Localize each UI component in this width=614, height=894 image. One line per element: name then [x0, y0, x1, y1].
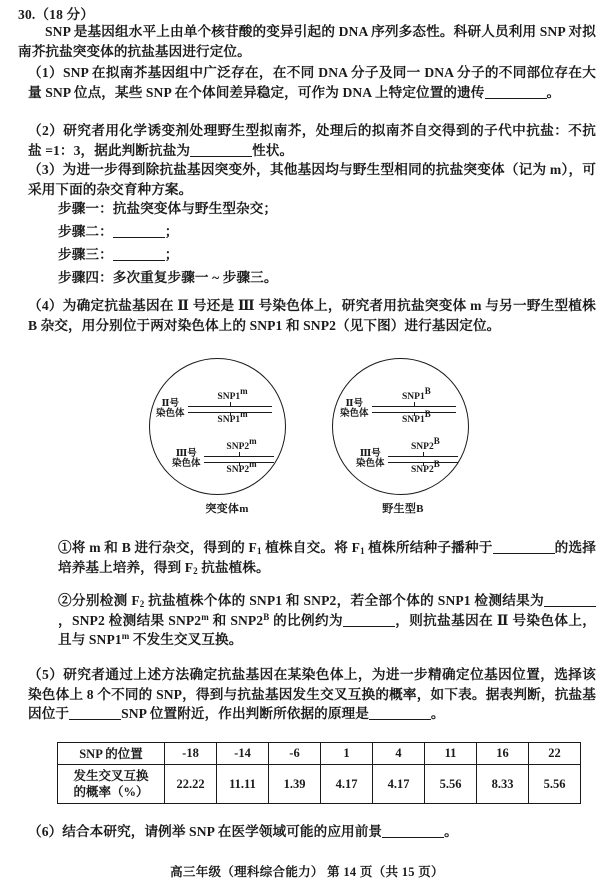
- p4-sub2-f: ，则抗盐基因在 Ⅱ 号染色体上，且与 SNP1: [58, 612, 596, 648]
- wildtype-chrom2-snp-top-text: SNP1: [402, 392, 425, 402]
- step-2-end: ；: [164, 224, 179, 239]
- p4-sub2-sup2: B: [263, 611, 270, 622]
- answer-blank-step2[interactable]: [113, 237, 165, 238]
- wildtype-chrom3-lines: [388, 436, 458, 476]
- wildtype-chrom3-snp-top-sup: B: [433, 436, 440, 446]
- mutant-chrom2-snp-top-text: SNP1: [217, 392, 241, 402]
- table-cell-position: 22: [529, 743, 581, 765]
- part-4-label: （4）: [28, 298, 63, 313]
- table-cell-position: 16: [477, 743, 529, 765]
- step-3-end: ；: [164, 247, 179, 262]
- row-header-probability-line1: 发生交叉互换: [73, 769, 149, 783]
- mutant-chromosome-3: [172, 436, 274, 476]
- answer-blank-5a[interactable]: [69, 719, 121, 720]
- wildtype-chrom3-snp-bottom-text: SNP2: [411, 465, 434, 475]
- question-number: 30.（18 分）: [18, 7, 95, 22]
- wildtype-chrom3-label-line2: 染色体: [356, 459, 385, 469]
- mutant-chrom2-snp-bottom-sup: m: [240, 409, 248, 419]
- p4-sub2-d: 和 SNP2: [208, 612, 264, 628]
- wildtype-cell-group: [318, 358, 488, 526]
- question-intro: SNP 是基因组水平上由单个核苷酸的变异引起的 DNA 序列多态性。科研人员利用 SNP 对拟南芥抗盐突变体的抗盐基因进行定位。: [18, 24, 596, 59]
- table-cell-position: 11: [425, 743, 477, 765]
- table-row-positions: [58, 743, 581, 765]
- mutant-chrom3-label-line1: Ⅲ号: [175, 448, 197, 459]
- table-cell-probability: 5.56: [425, 765, 477, 804]
- table-cell-probability: 4.17: [321, 765, 373, 804]
- wildtype-chrom2-snp-bottom: [402, 409, 431, 425]
- mutant-chrom2-label-line1: Ⅱ号: [161, 398, 180, 409]
- part-2-text-b: 性状。: [252, 142, 294, 158]
- part-2-label: （2）: [28, 123, 64, 138]
- wildtype-chrom2-label-line2: 染色体: [340, 409, 369, 419]
- p4-sub1-d: 的选择培养基上培养，得到 F: [58, 540, 596, 575]
- step-1: 步骤一：抗盐突变体与野生型杂交；: [58, 201, 278, 216]
- part-5-text-c: 。: [430, 706, 445, 722]
- p4-sub2-sub1: 2: [139, 599, 145, 609]
- chromatid-line: [372, 406, 456, 407]
- table-cell-probability: 4.17: [373, 765, 425, 804]
- wildtype-chrom2-snp-top: [402, 386, 431, 402]
- answer-blank-4-1[interactable]: [493, 553, 555, 554]
- page-footer: 高三年级（理科综合能力） 第 14 页（共 15 页）: [170, 865, 444, 879]
- mutant-caption: 突变体m: [205, 503, 249, 515]
- mutant-chrom2-lines: [188, 386, 272, 426]
- p4-sub1-sub1: 1: [256, 546, 262, 556]
- part-1-label: （1）: [28, 65, 63, 80]
- part-1: [28, 63, 596, 102]
- mutant-chrom3-snp-top-text: SNP2: [226, 442, 250, 452]
- part-5-text-a: 研究者通过上述方法确定抗盐基因在某染色体上，为进一步精确定位基因位置，选择该染色体上 8 个不同的 SNP，得到与抗盐基因发生交叉互换的概率，如下表。据表判断，抗盐基因位于: [28, 667, 596, 722]
- row-header-probability-line2: 的概率（%）: [73, 785, 149, 799]
- mutant-chromosome-2: [156, 386, 272, 426]
- mutant-chrom2-snp-top-sup: m: [240, 386, 248, 396]
- part-4-sub-1: [58, 538, 596, 577]
- part-3-label: （3）: [28, 162, 63, 177]
- wildtype-chrom2-lines: [372, 386, 456, 426]
- mutant-chrom3-snp-bottom-text: SNP2: [226, 465, 250, 475]
- part-1-text-a: SNP 在拟南芥基因组中广泛存在，在不同 DNA 分子及同一 DNA 分子的不同部位存在大量 SNP 位点，某些 SNP 在个体间差异稳定，可作为 DNA 上特定位置的遗传: [28, 65, 596, 100]
- mutant-chrom3-lines: [204, 436, 274, 476]
- part-1-text-b: 。: [546, 84, 561, 100]
- part-2: [28, 121, 596, 160]
- table-cell-position: -6: [269, 743, 321, 765]
- wildtype-chrom2-label: [340, 399, 369, 420]
- wildtype-chrom3-snp-top-text: SNP2: [411, 442, 434, 452]
- wildtype-chromosome-2: [340, 386, 456, 426]
- wildtype-chrom2-snp-bottom-text: SNP1: [402, 415, 425, 425]
- mutant-chrom3-snp-bottom-sup: m: [249, 459, 257, 469]
- crossover-probability-table: [57, 742, 581, 804]
- part-6-text-a: 结合本研究，请例举 SNP 在医学领域可能的应用前景: [62, 824, 383, 839]
- p4-sub2-a: ②分别检测 F: [58, 593, 140, 608]
- table-cell-probability: 5.56: [529, 765, 581, 804]
- p4-sub2-b: 抗盐植株个体的 SNP1 和 SNP2，若全部个体的 SNP1 检测结果为: [144, 593, 545, 608]
- row-header-position: SNP 的位置: [58, 743, 165, 765]
- p4-sub2-sup3: m: [121, 631, 130, 642]
- table-cell-position: -18: [165, 743, 217, 765]
- answer-blank-1[interactable]: [485, 98, 547, 99]
- step-4: 步骤四：多次重复步骤一 ~ 步骤三。: [58, 270, 278, 285]
- chromatid-line: [204, 456, 274, 457]
- step-3: [58, 245, 596, 265]
- wildtype-chrom3-snp-bottom-sup: B: [433, 459, 440, 469]
- mutant-chrom3-label: [172, 449, 201, 470]
- step-3-label: 步骤三：: [58, 247, 113, 262]
- step-2: [58, 222, 596, 242]
- part-6-label: （6）: [28, 824, 63, 839]
- part-6-text-b: 。: [444, 824, 458, 839]
- mutant-chrom2-snp-top: [217, 386, 248, 402]
- table-cell-position: 1: [321, 743, 373, 765]
- part-5-label: （5）: [28, 667, 64, 682]
- chromosome-diagram: [0, 358, 614, 526]
- table-cell-position: -14: [217, 743, 269, 765]
- answer-blank-6[interactable]: [382, 837, 444, 838]
- part-5: [28, 665, 596, 724]
- wildtype-chrom2-snp-bottom-sup: B: [424, 409, 431, 419]
- wildtype-chrom3-label-line1: Ⅲ号: [359, 448, 381, 459]
- wildtype-caption: 野生型B: [382, 503, 424, 515]
- part-6: [28, 822, 596, 842]
- step-2-label: 步骤二：: [58, 224, 113, 239]
- mutant-cell-group: [142, 358, 312, 526]
- wildtype-chrom3-snp-bottom: [411, 459, 440, 475]
- wildtype-chrom2-label-line1: Ⅱ号: [345, 398, 364, 409]
- mutant-chrom2-snp-bottom: [217, 409, 248, 425]
- table-cell-probability: 11.11: [217, 765, 269, 804]
- table-cell-probability: 1.39: [269, 765, 321, 804]
- p4-sub1-e: 抗盐植株。: [197, 559, 270, 575]
- p4-sub2-c: ，SNP2 检测结果 SNP2: [58, 612, 202, 628]
- mutant-chrom3-snp-top-sup: m: [249, 436, 257, 446]
- wildtype-chrom3-snp-top: [411, 436, 440, 452]
- part-5-text-b: SNP 位置附近，作出判断所依据的原理是: [121, 706, 369, 722]
- table-cell-position: 4: [373, 743, 425, 765]
- answer-blank-5b[interactable]: [369, 719, 431, 720]
- part-3: [28, 160, 596, 199]
- mutant-chrom3-snp-top: [226, 436, 257, 452]
- part-4: [28, 296, 596, 335]
- wildtype-chrom2-snp-top-sup: B: [424, 386, 431, 396]
- p4-sub1-a: ①将 m 和 B 进行杂交，得到的 F: [58, 540, 257, 555]
- answer-blank-4-2b[interactable]: [343, 626, 395, 627]
- part-4-sub-2: [58, 591, 596, 650]
- p4-sub2-sup1: m: [201, 611, 209, 622]
- part-4-text: 为确定抗盐基因在 Ⅱ 号还是 Ⅲ 号染色体上，研究者用抗盐突变体 m 与另一野生型植株 B 杂交，用分别位于两对染色体上的 SNP1 和 SNP2（见下图）进行基因定位。: [28, 298, 596, 333]
- part-2-text-a: 研究者用化学诱变剂处理野生型拟南芥，处理后的拟南芥自交得到的子代中抗盐：不抗盐 =1：3，据此判断抗盐为: [28, 123, 596, 158]
- part-3-text-a: 为进一步得到除抗盐基因突变外，其他基因均与野生型相同的抗盐突变体（记为 m），可采用下面的杂交育种方案。: [28, 162, 596, 197]
- mutant-chrom2-label-line2: 染色体: [156, 409, 185, 419]
- p4-sub1-c: 植株所结种子播种于: [364, 540, 493, 555]
- mutant-chrom2-label: [156, 399, 185, 420]
- mutant-chrom3-snp-bottom: [226, 459, 257, 475]
- wildtype-chromosome-3: [356, 436, 458, 476]
- answer-blank-4-2a[interactable]: [544, 606, 596, 607]
- table-cell-probability: 8.33: [477, 765, 529, 804]
- p4-sub1-sub2: 1: [360, 546, 365, 556]
- p4-sub1-b: 植株自交。将 F: [261, 540, 361, 555]
- p4-sub2-e: 的比例约为: [269, 612, 343, 628]
- p4-sub2-g: 不发生交叉互换。: [129, 632, 243, 648]
- table-cell-probability: 22.22: [165, 765, 217, 804]
- mutant-chrom2-snp-bottom-text: SNP1: [217, 415, 241, 425]
- answer-blank-2[interactable]: [190, 156, 252, 157]
- wildtype-chrom3-label: [356, 449, 385, 470]
- chromatid-line: [188, 406, 272, 407]
- row-header-probability: [58, 765, 165, 804]
- table-row-probabilities: [58, 765, 581, 804]
- chromatid-line: [388, 456, 458, 457]
- p4-sub1-sub3: 2: [193, 565, 198, 576]
- mutant-chrom3-label-line2: 染色体: [172, 459, 201, 469]
- answer-blank-step3[interactable]: [113, 260, 165, 261]
